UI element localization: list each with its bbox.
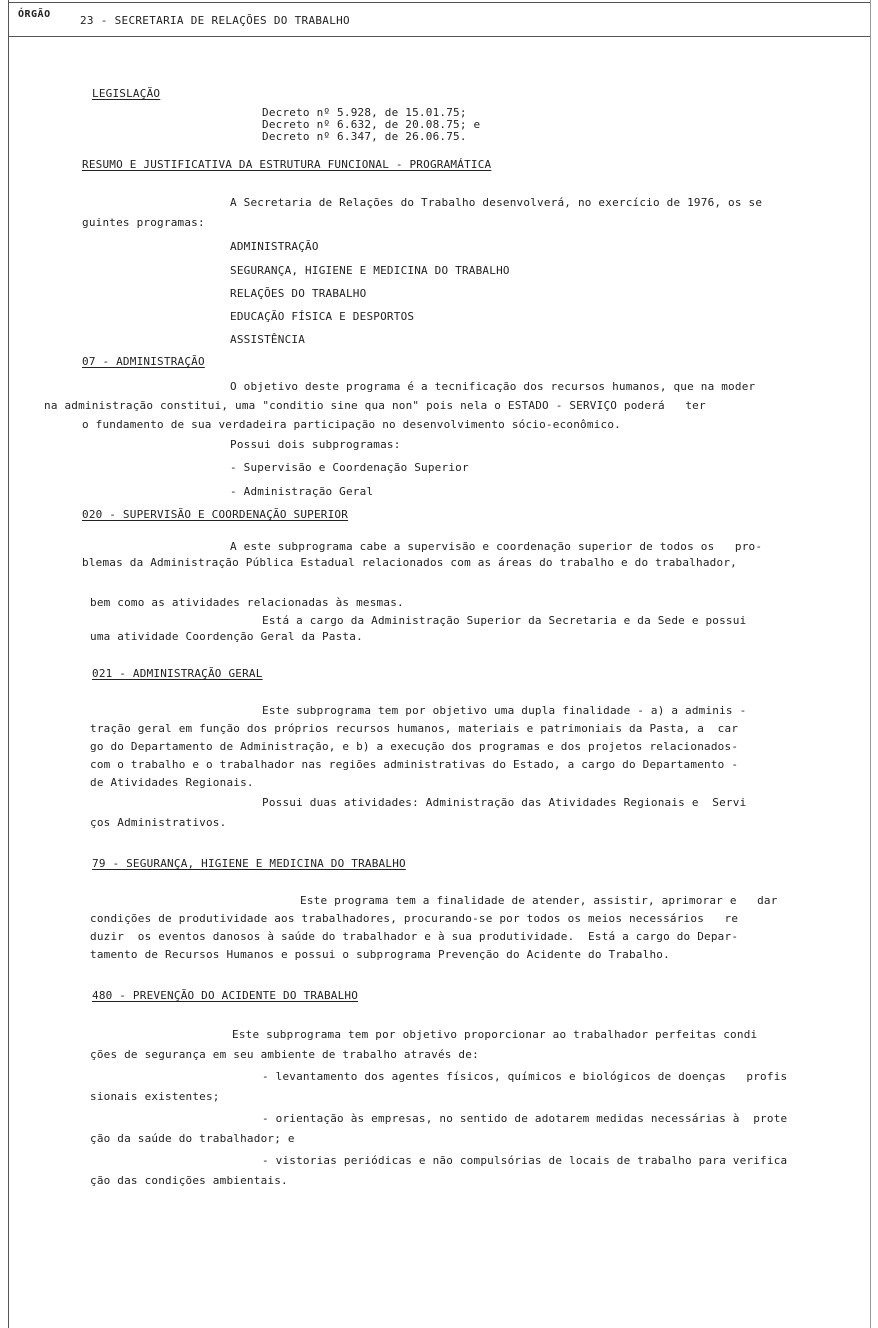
left-border-line	[8, 0, 9, 1328]
sec020-line: uma atividade Coordenção Geral da Pasta.	[90, 630, 363, 643]
right-border-line	[870, 0, 871, 1328]
program-item: ASSISTÊNCIA	[230, 333, 306, 346]
sec020-line: bem como as atividades relacionadas às mesmas.	[90, 596, 404, 609]
sec021-line: Este subprograma tem por objetivo uma dupla finalidade - a) a adminis -	[262, 704, 747, 717]
resumo-intro-line1: A Secretaria de Relações do Trabalho desenvolverá, no exercício de 1976, os se	[230, 196, 763, 209]
sec021-heading: 021 - ADMINISTRAÇÃO GERAL	[92, 667, 263, 680]
sec79-heading: 79 - SEGURANÇA, HIGIENE E MEDICINA DO TRABALHO	[92, 857, 406, 870]
sec021-line: com o trabalho e o trabalhador nas regiões administrativas do Estado, a cargo do Departamento -	[90, 758, 739, 771]
sec480-line: - orientação às empresas, no sentido de adotarem medidas necessárias à prote	[262, 1112, 788, 1125]
sec07-heading: 07 - ADMINISTRAÇÃO	[82, 355, 205, 368]
sec07-line: o fundamento de sua verdadeira participação no desenvolvimento sócio-econômico.	[82, 418, 621, 431]
legislacao-heading: LEGISLAÇÃO	[92, 87, 161, 100]
sec480-line: ções de segurança em seu ambiente de trabalho através de:	[90, 1048, 479, 1061]
orgao-value: 23 - SECRETARIA DE RELAÇÕES DO TRABALHO	[80, 14, 350, 27]
decreto-3: Decreto nº 6.347, de 26.06.75.	[262, 130, 467, 143]
sec020-line: Está a cargo da Administração Superior da Secretaria e da Sede e possui	[262, 614, 747, 627]
sec021-line: go do Departamento de Administração, e b) a execução dos programas e dos projetos relacionados-	[90, 740, 739, 753]
sec79-line: tamento de Recursos Humanos e possui o subprograma Prevenção do Acidente do Trabalho.	[90, 948, 670, 961]
sec79-line: condições de produtividade aos trabalhadores, procurando-se por todos os meios necessários re	[90, 912, 739, 925]
decreto-1: Decreto nº 5.928, de 15.01.75;	[262, 106, 467, 119]
sec480-line: Este subprograma tem por objetivo proporcionar ao trabalhador perfeitas condi	[232, 1028, 758, 1041]
sec480-line: ção da saúde do trabalhador; e	[90, 1132, 295, 1145]
sec07-subprograma: - Administração Geral	[230, 485, 374, 498]
header-divider-line	[8, 36, 870, 37]
top-border-line	[8, 2, 870, 3]
program-item: SEGURANÇA, HIGIENE E MEDICINA DO TRABALHO	[230, 264, 510, 277]
sec021-line: de Atividades Regionais.	[90, 776, 254, 789]
sec480-line: - vistorias periódicas e não compulsórias de locais de trabalho para verifica	[262, 1154, 788, 1167]
sec07-line: na administração constitui, uma "conditio sine qua non" pois nela o ESTADO - SERVIÇO poderá ter	[44, 399, 706, 412]
program-item: RELAÇÕES DO TRABALHO	[230, 287, 367, 300]
resumo-intro-line2: guintes programas:	[82, 216, 205, 229]
sec480-line: ção das condições ambientais.	[90, 1174, 288, 1187]
sec07-subprograma: - Supervisão e Coordenação Superior	[230, 461, 469, 474]
program-item: ADMINISTRAÇÃO	[230, 240, 319, 253]
sec020-line: A este subprograma cabe a supervisão e coordenação superior de todos os pro-	[230, 540, 763, 553]
sec79-line: Este programa tem a finalidade de atender, assistir, aprimorar e dar	[300, 894, 778, 907]
sec021-line: Possui duas atividades: Administração das Atividades Regionais e Servi	[262, 796, 747, 809]
sec07-line: O objetivo deste programa é a tecnificação dos recursos humanos, que na moder	[230, 380, 756, 393]
sec07-sub-intro: Possui dois subprogramas:	[230, 438, 401, 451]
sec021-line: ços Administrativos.	[90, 816, 227, 829]
program-item: EDUCAÇÃO FÍSICA E DESPORTOS	[230, 310, 415, 323]
resumo-heading: RESUMO E JUSTIFICATIVA DA ESTRUTURA FUNCIONAL - PROGRAMÁTICA	[82, 158, 492, 171]
sec480-line: - levantamento dos agentes físicos, químicos e biológicos de doenças profis	[262, 1070, 788, 1083]
sec480-line: sionais existentes;	[90, 1090, 220, 1103]
decreto-2: Decreto nº 6.632, de 20.08.75; e	[262, 118, 481, 131]
sec79-line: duzir os eventos danosos à saúde do trabalhador e à sua produtividade. Está a cargo do Depar-	[90, 930, 739, 943]
sec480-heading: 480 - PREVENÇÃO DO ACIDENTE DO TRABALHO	[92, 989, 359, 1002]
sec020-line: blemas da Administração Pública Estadual relacionados com as áreas do trabalho e do trabalhador,	[82, 556, 737, 569]
sec021-line: tração geral em função dos próprios recursos humanos, materiais e patrimoniais da Pasta, a car	[90, 722, 739, 735]
orgao-label: ÓRGÃO	[18, 9, 51, 20]
sec020-heading: 020 - SUPERVISÃO E COORDENAÇÃO SUPERIOR	[82, 508, 349, 521]
